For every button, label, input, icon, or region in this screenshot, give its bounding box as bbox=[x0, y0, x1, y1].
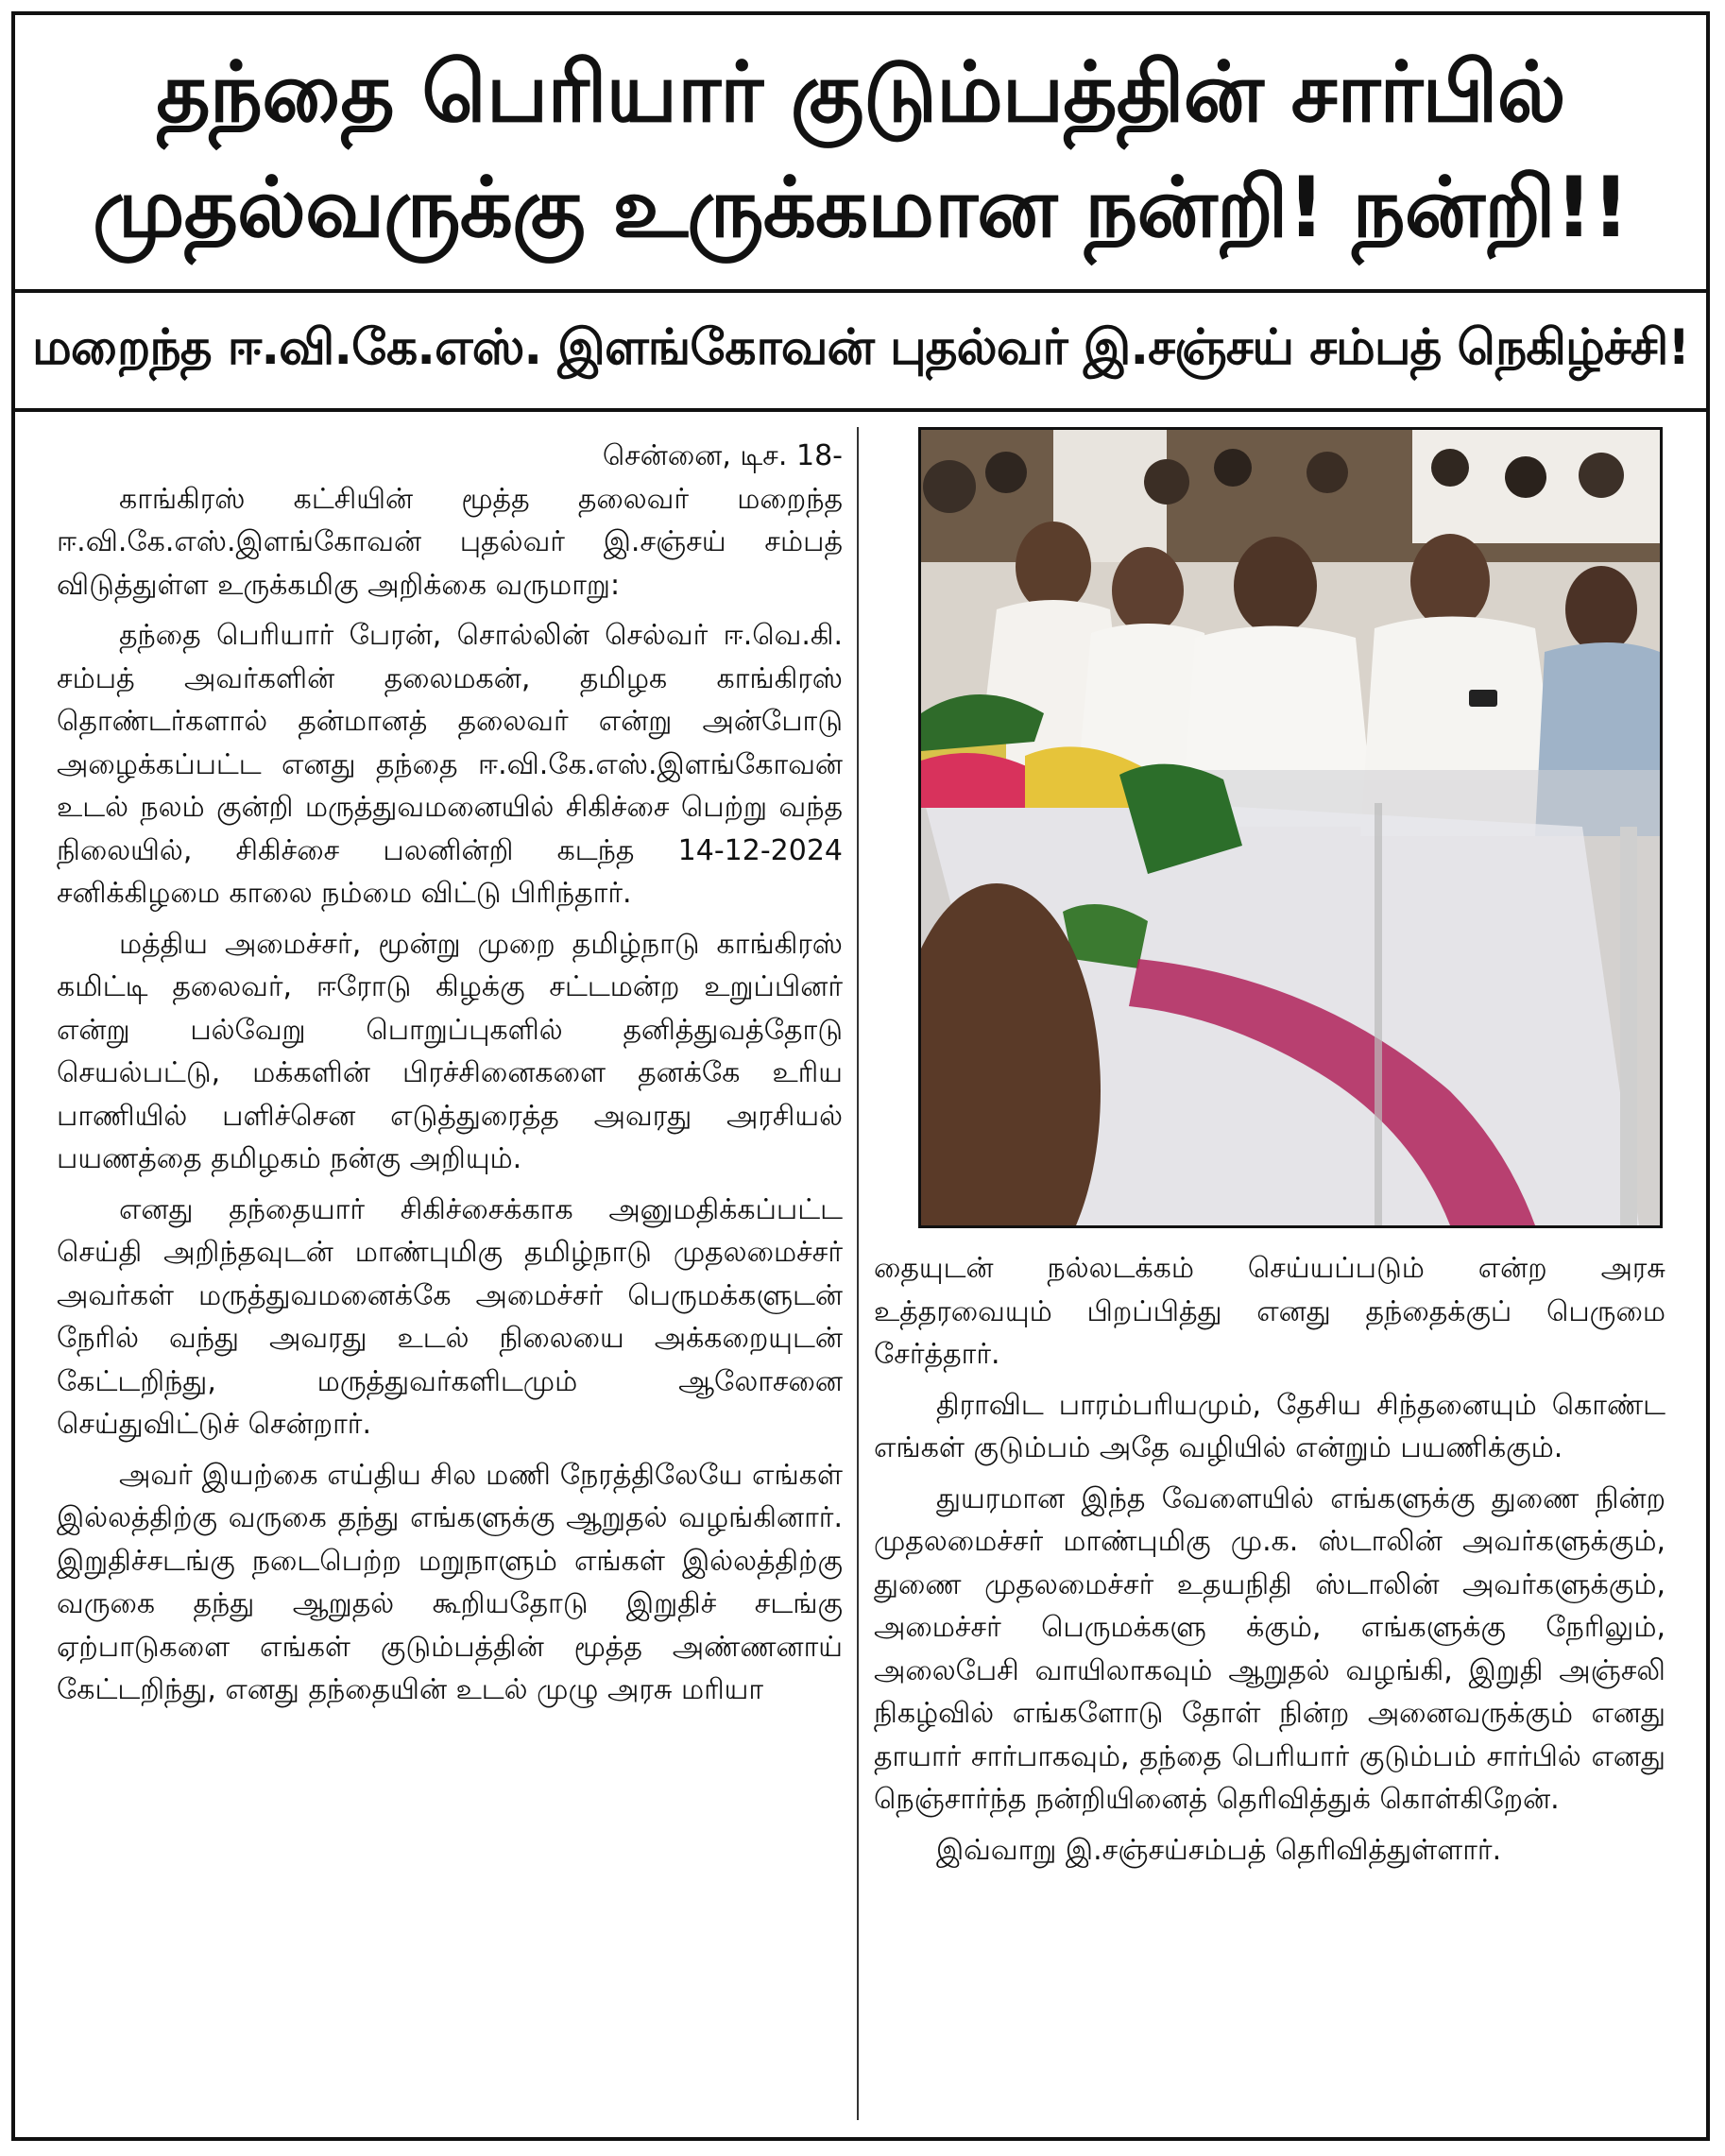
left-column bbox=[57, 435, 843, 2116]
headline bbox=[11, 11, 1710, 293]
paragraph-1: தந்தை பெரியார் பேரன், சொல்லின் செல்வர் ஈ.வெ.கி. சம்பத் அவர்களின் தலைமகன், தமிழக காங்கிரஸ் தொண்டர்களால் தன்மானத் தலைவர் என்று அன்போடு அழைக்கப்பட்ட எனது தந்தை ஈ.வி.கே.எஸ்.இளங்கோவன் உடல் நலம் குன்றி மருத்துவமனையில் சிகிச்சை பெற்று வந்த நிலையில், சிகிச்சை பலனின்றி கடந்த 14-12-2024 சனிக்கிழமை காலை நம்மை விட்டு பிரிந்தார். bbox=[57, 619, 843, 910]
subheadline bbox=[11, 293, 1710, 412]
photo-illustration bbox=[921, 430, 1660, 1225]
paragraph-4: அவர் இயற்கை எய்திய சில மணி நேரத்திலேயே எங்கள் இல்லத்திற்கு வருகை தந்து எங்களுக்கு ஆறுதல் வழங்கினார். இறுதிச்சடங்கு நடைபெற்ற மறுநாளும் எங்கள் இல்லத்திற்கு வருகை தந்து ஆறுதல் கூறியதோடு இறுதிச் சடங்கு ஏற்பாடுகளை எங்கள் குடும்பத்தின் மூத்த அண்ணனாய் கேட்டறிந்து, எனது தந்தையின் உடல் முழு அரசு மரியா bbox=[57, 1458, 843, 1706]
paragraph-intro: காங்கிரஸ் கட்சியின் மூத்த தலைவர் மறைந்த ஈ.வி.கே.எஸ்.இளங்கோவன் புதல்வர் இ.சஞ்சய் சம்பத் விடுத்துள்ள உருக்கமிகு அறிக்கை வருமாறு: bbox=[57, 482, 843, 602]
headline-line-1: தந்தை பெரியார் குடும்பத்தின் சார்பில் bbox=[156, 43, 1565, 141]
paragraph-5: திராவிட பாரம்பரியமும், தேசிய சிந்தனையும் கொண்ட எங்கள் குடும்பம் அதே வழியில் என்றும் பயணிக்கும். bbox=[874, 1388, 1665, 1464]
paragraph-continued: தையுடன் நல்லடக்கம் செய்யப்படும் என்ற அரசு உத்தரவையும் பிறப்பித்து எனது தந்தைக்குப் பெருமை சேர்த்தார். bbox=[874, 1252, 1665, 1371]
paragraph-6: துயரமான இந்த வேளையில் எங்களுக்கு துணை நின்ற முதலமைச்சர் மாண்புமிகு மு.க. ஸ்டாலின் அவர்களுக்கும், துணை முதலமைச்சர் உதயநிதி ஸ்டாலின் அவர்களுக்கும், அமைச்சர் பெருமக்களு க்கும், எங்களுக்கு நேரிலும், அலைபேசி வாயிலாகவும் ஆறுதல் வழங்கி, இறுதி அஞ்சலி நிகழ்வில் எங்களோடு தோள் நின்ற அனைவருக்கும் எனது தாயார் சார்பாகவும், தந்தை பெரியார் குடும்பம் சார்பில் எனது நெஞ்சார்ந்த நன்றியினைத் தெரிவித்துக் கொள்கிறேன். bbox=[874, 1481, 1665, 1816]
dateline: சென்னை, டிச. 18- bbox=[602, 439, 843, 472]
right-column bbox=[874, 1247, 1665, 2116]
subheadline-text: மறைந்த ஈ.வி.கே.எஸ். இளங்கோவன் புதல்வர் இ.சஞ்சய் சம்பத் நெகிழ்ச்சி! bbox=[31, 318, 1690, 376]
headline-line-2: முதல்வருக்கு உருக்கமான நன்றி! நன்றி!! bbox=[92, 159, 1630, 256]
paragraph-3: எனது தந்தையார் சிகிச்சைக்காக அனுமதிக்கப்பட்ட செய்தி அறிந்தவுடன் மாண்புமிகு தமிழ்நாடு முதலமைச்சர் அவர்கள் மருத்துவமனைக்கே அமைச்சர் பெருமக்களுடன் நேரில் வந்து அவரது உடல் நிலையை அக்கறையுடன் கேட்டறிந்து, மருத்துவர்களிடமும் ஆலோசனை செய்துவிட்டுச் சென்றார். bbox=[57, 1192, 843, 1441]
paragraph-7: இவ்வாறு இ.சஞ்சய்சம்பத் தெரிவித்துள்ளார். bbox=[936, 1833, 1502, 1867]
news-photo bbox=[918, 427, 1663, 1228]
column-divider bbox=[857, 427, 859, 2120]
paragraph-2: மத்திய அமைச்சர், மூன்று முறை தமிழ்நாடு காங்கிரஸ் கமிட்டி தலைவர், ஈரோடு கிழக்கு சட்டமன்ற உறுப்பினர் என்று பல்வேறு பொறுப்புகளில் தனித்துவத்தோடு செயல்பட்டு, மக்களின் பிரச்சினைகளை தனக்கே உரிய பாணியில் பளிச்சென எடுத்துரைத்த அவரது அரசியல் பயணத்தை தமிழகம் நன்கு அறியும். bbox=[57, 927, 843, 1175]
